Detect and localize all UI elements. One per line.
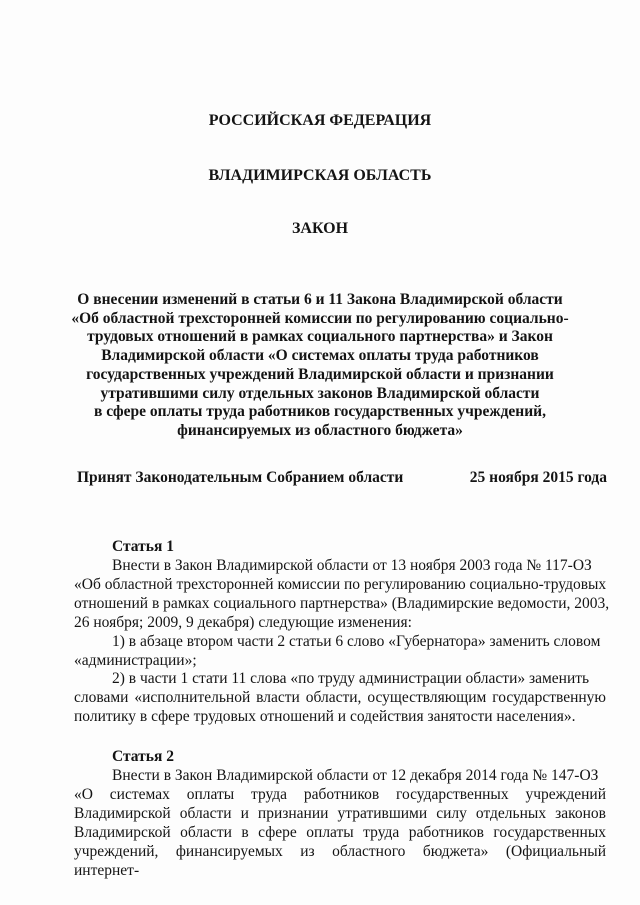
- paragraph-line: учреждений, финансируемых из областного бюджета» (Официальный интернет-: [74, 842, 606, 879]
- paragraph-line: «администрации»;: [74, 651, 197, 669]
- law-title: [60, 291, 580, 441]
- paragraph-line: Владимирской области в сфере оплаты труда работников государственных: [74, 823, 606, 841]
- paragraph-line: Внести в Закон Владимирской области от 13 ноября 2003 года № 117-ОЗ: [112, 557, 592, 574]
- title-line: утратившими силу отдельных законов Владимирской области: [100, 384, 540, 402]
- adoption-date: 25 ноября 2015 года: [469, 469, 607, 486]
- title-line: в сфере оплаты труда работников государственных учреждений,: [94, 403, 546, 421]
- paragraph-line: словами «исполнительной власти области, осуществляющим государственную: [74, 689, 606, 707]
- paragraph-line: Внести в Закон Владимирской области от 12 декабря 2014 года № 147-ОЗ: [112, 767, 599, 784]
- doc-type-heading: ЗАКОН: [291, 220, 349, 237]
- title-line: трудовых отношений в рамках социального партнерства» и Закон: [87, 328, 553, 346]
- paragraph-line: 1) в абзаце втором части 2 статьи 6 слово «Губернатора» заменить словом: [112, 632, 601, 650]
- adoption-line: [77, 469, 607, 487]
- title-line: Владимирской области «О системах оплаты труда работников: [101, 347, 539, 365]
- paragraph-line: «Об областной трехсторонней комиссии по регулированию социально-трудовых: [74, 575, 607, 593]
- article-2-heading: Статья 2: [112, 748, 174, 765]
- title-line: государственных учреждений Владимирской области и признании: [86, 365, 554, 383]
- region-heading: ВЛАДИМИРСКАЯ ОБЛАСТЬ: [208, 167, 432, 184]
- article-1-body: [74, 557, 610, 727]
- paragraph-line: Владимирской области и признании утратившими силу отдельных законов: [74, 804, 606, 822]
- paragraph-line: 2) в части 1 стати 11 слова «по труду администрации области» заменить: [112, 670, 590, 688]
- paragraph-line: политику в сфере трудовых отношений и содействия занятости населения».: [74, 708, 576, 726]
- title-line: «Об областной трехсторонней комиссии по регулированию социально-: [71, 309, 569, 327]
- paragraph-line: 26 ноября; 2009, 9 декабря) следующие изменения:: [74, 613, 412, 631]
- paragraph-line: отношений в рамках социального партнерства» (Владимирские ведомости, 2003,: [74, 594, 610, 612]
- title-line: О внесении изменений в статьи 6 и 11 Закона Владимирской области: [77, 291, 563, 308]
- article-1-heading: Статья 1: [112, 538, 174, 555]
- federation-heading: РОССИЙСКАЯ ФЕДЕРАЦИЯ: [208, 112, 432, 129]
- article-2-body: [74, 767, 606, 880]
- paragraph-line: «О системах оплаты труда работников государственных учреждений: [74, 785, 606, 803]
- title-line: финансируемых из областного бюджета»: [177, 421, 463, 439]
- adoption-label: Принят Законодательным Собранием области: [77, 469, 404, 486]
